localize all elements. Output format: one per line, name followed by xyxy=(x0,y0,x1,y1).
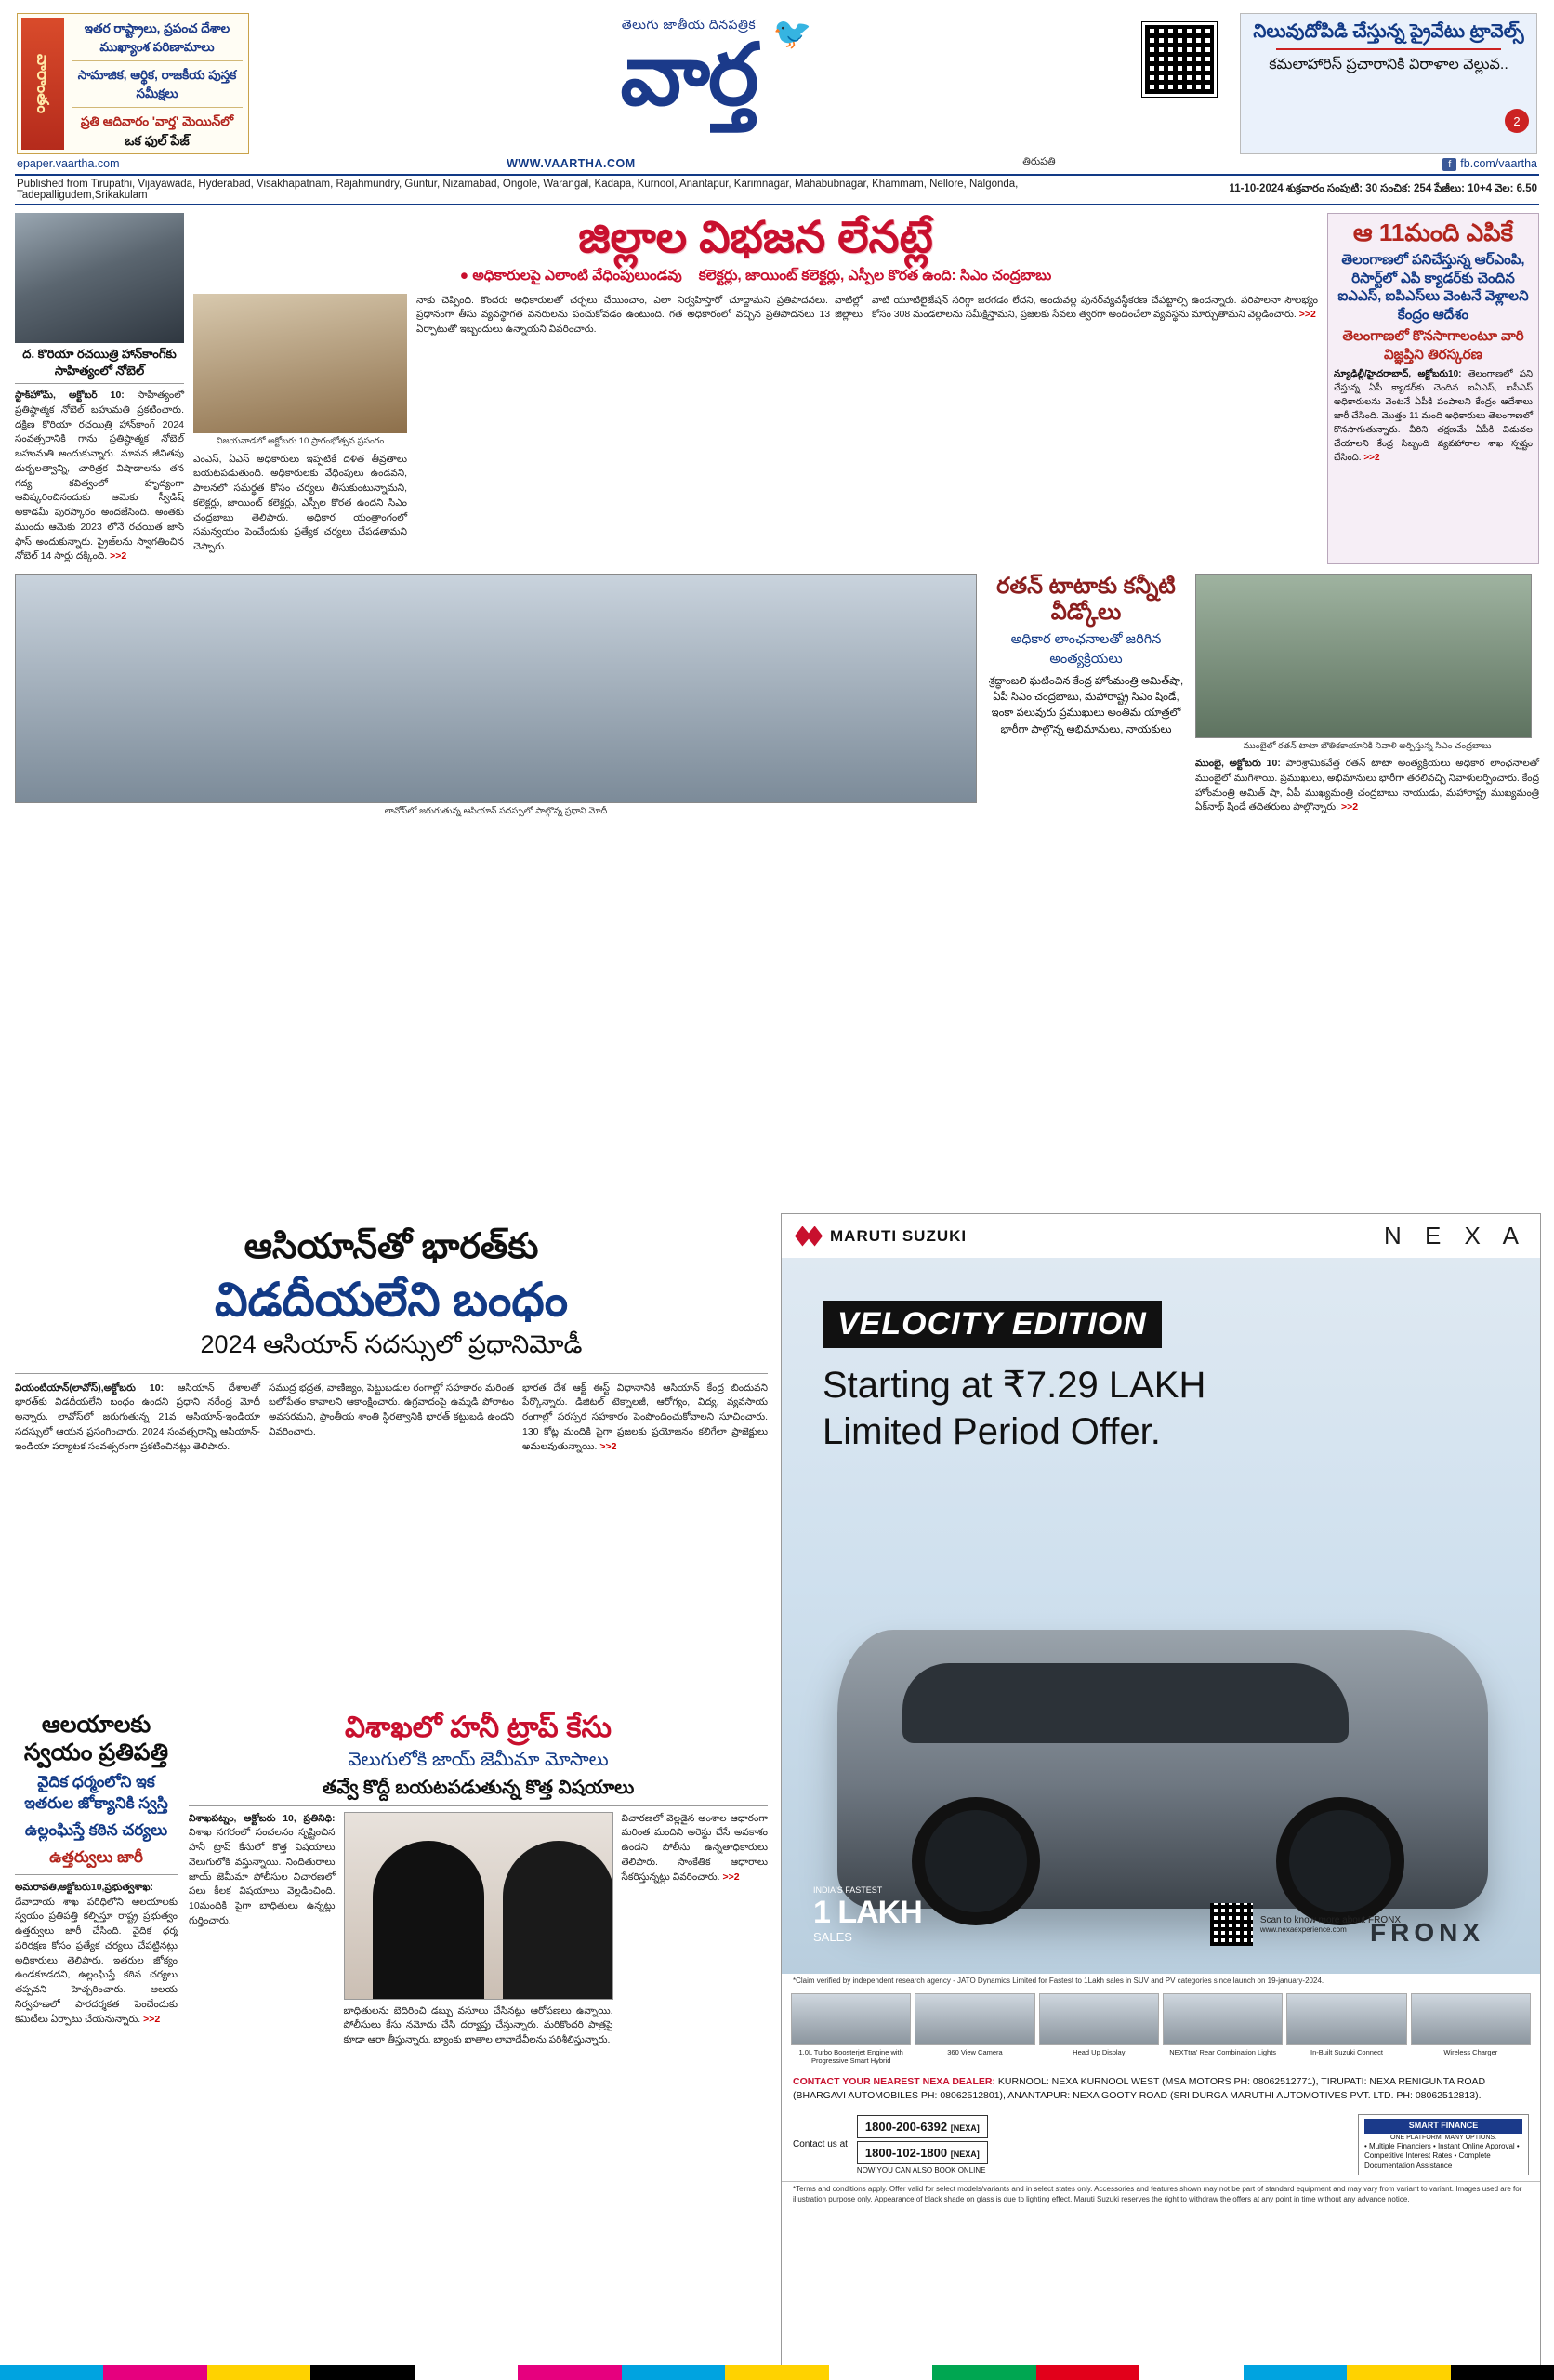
tata-headline: రతన్ టాటాకు కన్నీటి వీడ్కోలు xyxy=(996,574,1176,625)
ad-price-line-2: Limited Period Offer. xyxy=(823,1411,1161,1452)
promo-right-box xyxy=(1240,13,1537,154)
silhouette-figure-1 xyxy=(373,1841,484,1999)
tata-funeral-photo xyxy=(1195,574,1532,738)
masthead-title: వార్త xyxy=(620,28,757,123)
promo-right-line-1: నిలువుదోపిడి చేస్తున్న ప్రైవేటు ట్రావెల్స్ xyxy=(1253,21,1524,42)
main-story xyxy=(193,213,1318,564)
chief-minister-photo xyxy=(193,294,407,433)
nexa-logo: N E X A xyxy=(1383,1222,1527,1250)
nobel-story xyxy=(15,213,184,564)
promo-line-4: ఒక ఫుల్ పేజ్ xyxy=(125,132,190,148)
divider xyxy=(72,60,243,61)
main-col-2: వాటి యూటిలైజేషన్ సరిగ్గా జరగడం లేదని, అందువల్ల పునర్‌వ్యవస్థీకరణ చేపట్టాల్సి ఉందన్నారు. పరిపాలనా సౌలభ్యం కోసం 308 మండలాలను సమీక్షిస్తామని, ప్రజలకు సేవలు త్వరగా అందించేలా వ్యవస్థను మార్చుతామని వెల్లడించారు. >>2 xyxy=(872,294,1318,321)
silhouette-figure-2 xyxy=(503,1841,613,1999)
asean-leaders-photo xyxy=(15,574,977,803)
issue-line: 11-10-2024 శుక్రవారం సంపుటి: 30 సంచిక: 254 పేజీలు: 10+4 వెల: 6.50 xyxy=(1229,183,1537,195)
continued-marker[interactable]: >>2 xyxy=(143,2013,161,2025)
visakha-dateline: విశాఖపట్నం, అక్టోబరు 10, ప్రతినిధి: xyxy=(189,1812,336,1824)
visakha-sub-2: తవ్వే కొద్దీ బయటపడుతున్న కొత్త విషయాలు xyxy=(322,1777,635,1798)
contact-label: Contact us at xyxy=(793,2139,848,2150)
continued-marker[interactable]: >>2 xyxy=(1363,453,1380,463)
ad-terms: *Terms and conditions apply. Offer valid for select models/variants and in select states only. Accessories and features shown may not be part of standard equipment and may vary from variant to variant. Images used are for illustration purpose only. Appearance of black shade on glass is due to lighting effect. Maruti Suzuki reserves the right to withdraw the offers at any point in time without any advance notice. xyxy=(782,2181,1540,2208)
promo-line-1: ఇతర రాష్ట్రాలు, ప్రపంచ దేశాల ముఖ్యాంశ పరిణామాలు xyxy=(84,21,230,54)
feature-item: 360 View Camera xyxy=(915,1993,1034,2066)
visakha-sub-1: వెలుగులోకి జాయ్ జెమీమా మోసాలు xyxy=(348,1749,609,1770)
feature-icon xyxy=(791,1993,911,2045)
asean-headline-2: విడదీయలేని బంధం xyxy=(214,1274,569,1326)
continued-marker[interactable]: >>2 xyxy=(110,550,127,562)
eleven-ias-story xyxy=(1327,213,1539,564)
edition-bar xyxy=(15,174,1539,205)
bottom-left-band xyxy=(15,1711,768,2048)
dealer-body: KURNOOL: NEXA KURNOOL WEST (MSA MOTORS PH: 08062512771), TIRUPATI: NEXA RENIGUNTA ROAD (BHARGAVI AUTOMOBILES PH: 08062512801), ANANTAPUR: NEXA GOOTY ROAD (SRI DURGA MARUTHI AUTOMOTIVES PVT. LTD. PH: 08062512813). xyxy=(793,2075,1486,2101)
asean-photo-caption: లావోస్‌లో జరుగుతున్న ఆసియాన్ సదస్సులో పాల్గొన్న ప్రధాని మోదీ xyxy=(384,806,608,817)
nobel-caption: ద. కొరియా రచయిత్రి హాన్‌కాంగ్‌కు సాహిత్యంలో నోబెల్ xyxy=(22,347,177,377)
color-registration-bar xyxy=(0,2365,1554,2380)
asean-subhead: 2024 ఆసియాన్ సదస్సులో ప్రధానిమోడీ xyxy=(200,1329,583,1358)
advertisement[interactable] xyxy=(781,1213,1541,2368)
phone-1[interactable]: 1800-200-6392 [NEXA] xyxy=(857,2115,988,2138)
visakha-story xyxy=(189,1711,768,2048)
right-text: తెలంగాణలో పని చేస్తున్న ఏపీ క్యాడర్‌కు చెందిన ఐఏఎస్, ఐపీఎస్ అధికారులను వెంటనే ఏపీకి పంపాలని కేంద్రం ఆదేశాలు జారీ చేసింది. మొత్తం 11 మంది అధికారులు తెలంగాణలో కొనసాగుతున్నారు. వీరిని తక్షణమే ఏపీకి విడుదల చేయాలని కేంద్ర సిబ్బంది వ్యవహారాల శాఖ స్పష్టం చేసింది. xyxy=(1334,369,1533,463)
feature-icon xyxy=(1411,1993,1531,2045)
ad-claim: *Claim verified by independent research agency - JATO Dynamics Limited for Fastest to 1Lakh sales in SUV and PV categories since launch on 19-january-2024. xyxy=(793,1977,1324,1985)
qr-code-icon[interactable] xyxy=(1142,22,1217,97)
finance-title: SMART FINANCE xyxy=(1364,2119,1522,2134)
continued-marker[interactable]: >>2 xyxy=(1340,801,1359,813)
contact-row xyxy=(782,2109,1540,2181)
bullet-1: ● అధికారులపై ఎలాంటి వేధింపులుండవు xyxy=(459,267,682,284)
promo-line-3: ప్రతి ఆదివారం 'వార్త' మెయిన్‌లో xyxy=(80,114,234,129)
main-photo-caption: విజయవాడలో అక్టోబరు 10 ప్రారంభోత్సవ ప్రసంగం xyxy=(216,435,385,446)
ad-hero xyxy=(782,1258,1540,1974)
facebook-icon: f xyxy=(1442,158,1456,171)
divider xyxy=(72,107,243,108)
main-col-1: నాకు చెప్పింది. కొందరు అధికారులతో చర్చలు చేయించాం, ఎలా నిర్వహిస్తారో చూద్దామని ప్రతిపాదనలు. వాటిల్లో ప్రధానంగా తీసు వ్యవస్థాగత వనరులను పంచుకోవడం ఉంటుంది. గత అధికారంలో వచ్చిన ప్రతిపాదనలు 13 జిల్లాలు ఏర్పాటుతో ఇబ్బందులు ఉన్నాయని వివరించారు. xyxy=(416,294,863,336)
asean-headline-1: ఆసియాన్‌తో భారత్‌కు xyxy=(244,1227,539,1266)
tata-sub: అధికార లాంఛనాలతో జరిగిన అంత్యక్రియలు xyxy=(1010,632,1162,667)
ad-price-line-1: Starting at ₹7.29 LAKH xyxy=(823,1365,1206,1406)
main-col-0: ఎంఎస్, ఏఎస్ అధికారులు ఇప్పటికే దళిత తీవ్రతాలు బయటపడుతుంది. అధికారులకు వేధింపులు ఉండవని, పాలనలో సమర్థత కోసం చర్యలు తీసుకుంటున్నామని, కలెక్టర్లు, జాయింట్ కలెక్టర్లు, ఎస్పీల కొరత ఉందని సిఎం చంద్రబాబు తెలిపారు. అధికార యంత్రాంగంలో సమన్వయం పెంచేందుకు ప్రత్యేక చర్యలు చేపడతామని చెప్పారు. xyxy=(193,453,407,553)
dealer-info xyxy=(782,2069,1540,2109)
right-sub-2: తెలంగాణలో కొనసాగాలంటూ వారి విజ్ఞప్తిని తిరస్కరణ xyxy=(1342,328,1524,363)
temple-headline: ఆలయాలకు స్వయం ప్రతిపత్తి xyxy=(23,1712,169,1765)
divider xyxy=(15,1874,178,1875)
promo-vertical-label: వారాంతం xyxy=(21,18,64,150)
finance-body: • Multiple Financiers • Instant Online Approval • Competitive Interest Rates • Complete Documentation Assistance xyxy=(1364,2141,1520,2170)
main-headline: జిల్లాల విభజన లేనట్లే xyxy=(578,212,933,262)
sales-badge-number: 1 LAKH xyxy=(813,1895,922,1931)
masthead xyxy=(0,0,1554,154)
smart-finance-box xyxy=(1358,2114,1529,2175)
divider xyxy=(15,383,184,384)
temple-body: అమరావతి,అక్టోబరు10,ప్రభుత్వశాఖ: దేవాదాయ శాఖ పరిధిలోని ఆలయాలకు స్వయం ప్రతిపత్తి కల్పిస్తూ రాష్ట్ర ప్రభుత్వం ఉత్తర్వులు జారీ చేసింది. వైదిక ధర్మ పరిరక్షణ కోసం ప్రత్యేక చర్యలు చేపట్టినట్లు అధికారులు తెలిపారు. ఇతరుల జోక్యం ఉండకూడదని, ఉల్లంఘిస్తే కఠిన చర్యలు తప్పవని హెచ్చరించారు. ఆలయ నిర్వహణలో పారదర్శకత పెంచేందుకు కమిటీలు ఏర్పాటు చేయనున్నారు. >>2 xyxy=(15,1881,178,2025)
nobel-dateline: స్టాక్‌హోమ్, అక్టోబర్ 10: xyxy=(15,390,125,402)
published-cities: Published from Tirupathi, Vijayawada, Hyderabad, Visakhapatnam, Rajahmundry, Guntur, Nizamabad, Ongole, Warangal, Kadapa, Kurnool, Anantapur, Karimnagar, Mahabubnagar, Khammam, Nellore, Nalgonda, Tadepalligudem,Srikakulam xyxy=(17,178,1019,202)
temple-sub-1: వైదిక ధర్మంలోని ఇక ఇతరుల జోక్యానికి స్వస్తి xyxy=(24,1773,168,1812)
continued-marker[interactable]: >>2 xyxy=(1298,309,1316,321)
right-body xyxy=(1334,367,1533,465)
qr-code-icon[interactable] xyxy=(1210,1903,1253,1946)
asean-col-2: భారత దేశ ఆక్ట్ ఈస్ట్ విధానానికి ఆసియాన్ కేంద్ర బిందువని పేర్కొన్నారు. డిజిటల్ టెక్నాలజీ, ఆరోగ్యం, విద్య, వ్యవసాయ రంగాల్లో పరస్పర సహకారం పెంపొందించుకోవాలని సూచించారు. 130 కోట్ల మందికి పైగా ప్రజలకు ప్రయోజనం కలిగేలా ప్రాజెక్టులు అమలవుతున్నాయి. >>2 xyxy=(522,1382,768,1452)
nobel-body xyxy=(15,389,184,564)
silhouette-photo xyxy=(344,1812,613,2000)
edition-badge: VELOCITY EDITION xyxy=(823,1301,1162,1348)
dealer-title: CONTACT YOUR NEAREST NEXA DEALER: xyxy=(793,2075,995,2087)
model-badge: FRONX xyxy=(1370,1918,1484,1947)
facebook-link[interactable] xyxy=(1442,157,1537,170)
scan-text: Scan to know more about FRONX xyxy=(1259,1915,1401,1925)
masthead-tagline: తెలుగు జాతీయ దినపత్రిక xyxy=(621,17,757,32)
tata-photo-caption: ముంబైలో రతన్ టాటా భౌతికకాయానికి నివాళి అర్పిస్తున్న సిఎం చంద్రబాబు xyxy=(1243,741,1492,752)
continued-marker[interactable]: >>2 xyxy=(599,1440,617,1452)
page-badge: 2 xyxy=(1505,109,1529,133)
continued-marker[interactable]: >>2 xyxy=(722,1871,740,1883)
temple-story xyxy=(15,1711,178,2048)
tata-body-2: ముంబై, అక్టోబరు 10: పారిశ్రామికవేత్త రతన్ టాటా అంత్యక్రియలు అధికార లాంఛనాలతో ముంబైలో ముగిశాయి. ప్రముఖులు, అభిమానులు భారీగా తరలివచ్చి నివాళులర్పించారు. కేంద్ర హోంమంత్రి అమిత్ షా, ఏపీ ముఖ్యమంత్రి చంద్రబాబు నాయుడు, మహారాష్ట్ర ముఖ్యమంత్రి ఏక్‌నాథ్ షిండే తదితరులు పాల్గొన్నారు. >>2 xyxy=(1195,758,1540,813)
divider xyxy=(15,1373,768,1374)
feature-icon xyxy=(1286,1993,1406,2045)
main-bullets xyxy=(193,267,1318,286)
feature-icon xyxy=(915,1993,1034,2045)
nobel-text: సాహిత్యంలో ప్రతిష్ఠాత్మక నోబెల్ బహుమతి ప్రకటించారు. దక్షిణ కొరియా రచయిత్రి హాన్‌కాంగ్‌ 2024 సంవత్సరానికి గాను ప్రతిష్ఠాత్మక నోబెల్ బహుమతి అందుకున్నారు. మానవ జీవితపు దుర్బలత్వాన్ని, చారిత్రక విషాదాలను తన గద్య కవిత్వంలో హృద్యంగా ఆవిష్కరించినందుకు ఆమెకు స్వీడిష్ అకాడమీ పురస్కారం అందజేసింది. అంతకు ముందు ఆమెకు 2023 లోనే రచయిత జాన్ ఫాస్ అందుకున్నారు. ప్రైజ్‌లను స్వాగతించిన నోబెల్ 14 సార్లు దక్కింది. xyxy=(15,390,184,562)
right-headline: ఆ 11మంది ఎపికే xyxy=(1352,218,1514,247)
epaper-link[interactable]: epaper.vaartha.com xyxy=(17,156,120,170)
dove-icon: 🐦 xyxy=(770,13,815,54)
website-link[interactable]: WWW.VAARTHA.COM xyxy=(507,156,636,170)
right-dateline: న్యూఢిల్లీ/హైదరాబాద్, xyxy=(1334,369,1412,379)
maruti-suzuki-brand xyxy=(795,1226,967,1247)
masthead-logo xyxy=(258,13,1119,154)
suzuki-s-logo xyxy=(795,1226,823,1247)
facebook-handle: fb.com/vaartha xyxy=(1460,156,1537,170)
scan-block[interactable] xyxy=(1210,1903,1401,1946)
promo-right-line-2: కమలాహారిస్ ప్రచారానికి విరాళాల వెల్లువ.. xyxy=(1269,57,1508,73)
temple-sub-2: ఉల్లంఘిస్తే కఠిన చర్యలు xyxy=(24,1820,168,1839)
temple-dateline: అమరావతి,అక్టోబరు10,ప్రభుత్వశాఖ: xyxy=(15,1881,154,1893)
asean-col-0: వియంటియాన్(లావోస్),అక్టోబరు 10: ఆసియాన్ దేశాలతో భారత్‌కు విడదీయలేని బంధం ఉందని ప్రధాని నరేంద్ర మోదీ అన్నారు. లావోస్‌లో జరుగుతున్న 21వ ఆసియాన్-ఇండియా సదస్సులో ఆయన ప్రసంగించారు. 2024 సంవత్సరాన్ని ఆసియాన్-ఇండియా పర్యాటక సంవత్సరంగా ప్రకటించినట్లు తెలిపారు. xyxy=(15,1382,260,1452)
divider xyxy=(189,1805,768,1806)
phone-2[interactable]: 1800-102-1800 [NEXA] xyxy=(857,2141,988,2164)
scan-url[interactable]: www.nexaexperience.com xyxy=(1259,1925,1347,1934)
book-online-note: NOW YOU CAN ALSO BOOK ONLINE xyxy=(856,2165,986,2175)
asean-story xyxy=(15,1218,768,1454)
sales-badge-small: INDIA'S FASTEST xyxy=(813,1885,883,1896)
sales-badge xyxy=(813,1886,922,1944)
visakha-col-0: విశాఖపట్నం, అక్టోబరు 10, ప్రతినిధి: విశాఖ నగరంలో సంచలనం సృష్టించిన హనీ ట్రాప్ కేసులో కొత్త విషయాలు వెలుగులోకి వస్తున్నాయి. నిందితురాలు జాయ్ జెమీమా పోలీసుల విచారణలో పలు కీలక విషయాలు వెల్లడించింది. 10మందికి పైగా బాధితులు ఉన్నట్లు గుర్తించారు. xyxy=(189,1812,336,1926)
feature-item: Wireless Charger xyxy=(1411,1993,1531,2066)
visakha-col-1: బాధితులను బెదిరించి డబ్బు వసూలు చేసినట్లు ఆరోపణలు ఉన్నాయి. పోలీసులు కేసు నమోదు చేసి దర్యాప్తు చేస్తున్నారు. మరికొందరి పాత్రపై కూడా ఆరా తీస్తున్నారు. బ్యాంకు ఖాతాల లావాదేవీలను పరిశీలిస్తున్నారు. xyxy=(343,2004,613,2046)
tata-body: శ్రద్ధాంజలి ఘటించిన కేంద్ర హోంమంత్రి అమిత్‌షా, ఏపీ సిఎం చంద్రబాబు, మహారాష్ట్ర సిఎం షిండే, ఇంకా పలువురు ప్రముఖులు అంతిమ యాత్రలో భారీగా పాల్గొన్న అభిమానులు, నాయకులు xyxy=(988,675,1184,735)
brand-label: MARUTI SUZUKI xyxy=(830,1226,968,1245)
author-portrait xyxy=(15,213,184,343)
finance-sub: ONE PLATFORM. MANY OPTIONS. xyxy=(1389,2134,1497,2141)
mid-band xyxy=(15,574,1539,818)
tata-story xyxy=(986,574,1186,818)
feature-icon xyxy=(1039,1993,1159,2045)
visakha-col-2: విచారణలో వెల్లడైన అంశాల ఆధారంగా మరింత మందిని అరెస్టు చేసే అవకాశం ఉందని పోలీసు ఉన్నతాధికారులు తెలిపారు. సాంకేతిక ఆధారాలు సేకరిస్తున్నట్లు వివరించారు. >>2 xyxy=(621,1812,768,1883)
asean-dateline: వియంటియాన్(లావోస్),అక్టోబరు 10: xyxy=(15,1382,165,1394)
feature-item: NEXTtra' Rear Combination Lights xyxy=(1163,1993,1283,2066)
ad-price xyxy=(823,1362,1205,1455)
sales-badge-sub: SALES xyxy=(813,1929,852,1944)
link-bar xyxy=(0,154,1554,170)
promo-left-lines xyxy=(70,18,244,150)
right-sub-1: తెలంగాణలో పనిచేస్తున్న ఆర్‌ఎంపి, రిసార్ట్‌లో ఎపి క్యాడర్‌కు చెందిన ఐఎఎస్, ఐపిఎస్‌లు వెంటనే వెళ్లాలని కేంద్రం ఆదేశం xyxy=(1337,252,1529,323)
feature-row xyxy=(782,1990,1540,2069)
divider xyxy=(1276,48,1501,50)
feature-item: In-Built Suzuki Connect xyxy=(1286,1993,1406,2066)
right-dateline-2: అక్టోబరు10: xyxy=(1417,369,1462,379)
ad-header xyxy=(782,1214,1540,1258)
promo-line-2: సామాజిక, ఆర్థిక, రాజకీయ పుస్తక సమీక్షలు xyxy=(77,68,237,100)
bullet-2: కలెక్టర్లు, జాయింట్ కలెక్టర్లు, ఎస్పీల కొరత ఉంది: సిఎం చంద్రబాబు xyxy=(698,267,1052,284)
car-image xyxy=(837,1630,1488,1909)
asean-col-1: సముద్ర భద్రత, వాణిజ్యం, పెట్టుబడుల రంగాల్లో సహకారం మరింత బలోపేతం కావాలని ఆకాంక్షించారు. ఉగ్రవాదంపై ఉమ్మడి పోరాటం అవసరమని, ప్రాంతీయ శాంతి స్థిరత్వానికి భారత్ కట్టుబడి ఉందని వివరించారు. xyxy=(269,1382,514,1437)
edition-tag: తిరుపతి xyxy=(1022,156,1056,168)
top-story-band xyxy=(15,213,1539,564)
promo-left-box xyxy=(17,13,249,154)
feature-icon xyxy=(1163,1993,1283,2045)
qr-column xyxy=(1128,13,1231,154)
feature-item: Head Up Display xyxy=(1039,1993,1159,2066)
temple-sub-3: ఉత్తర్వులు జారీ xyxy=(49,1847,143,1866)
tata-dateline: ముంబై, అక్టోబరు 10: xyxy=(1195,758,1281,770)
feature-item: 1.0L Turbo Boosterjet Engine with Progressive Smart Hybrid xyxy=(791,1993,911,2066)
wheel-front xyxy=(912,1797,1040,1925)
visakha-headline: విశాఖలో హనీ ట్రాప్ కేసు xyxy=(345,1711,612,1743)
